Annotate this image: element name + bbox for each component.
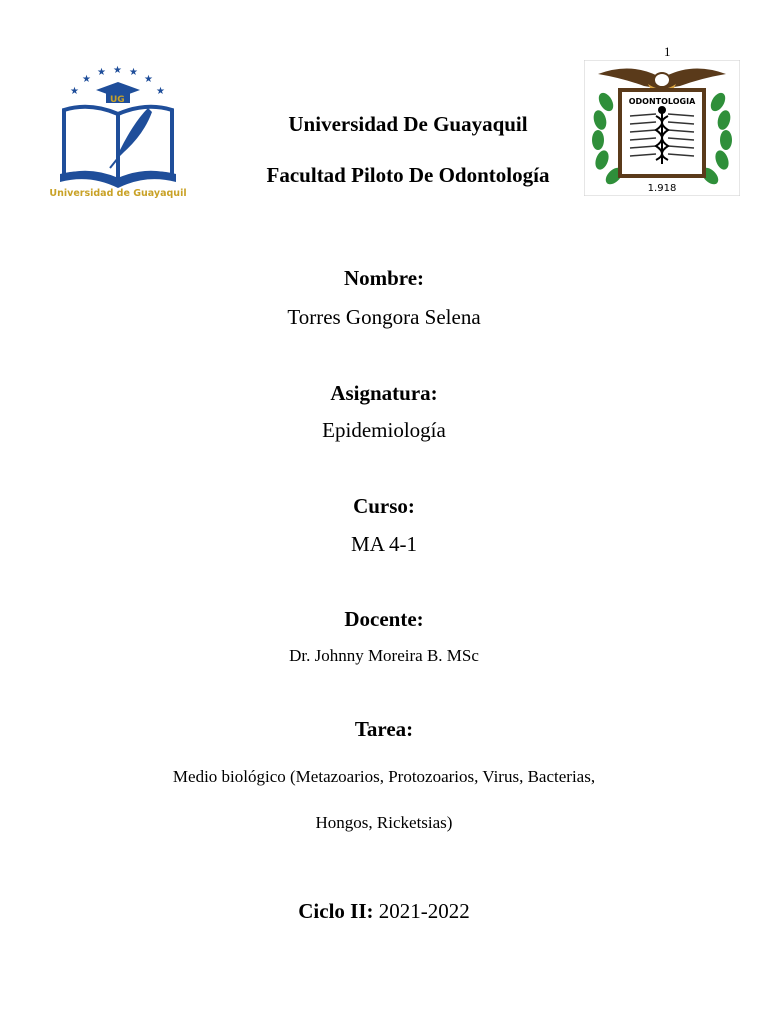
svg-text:★: ★ [70, 86, 79, 97]
cycle-line [0, 899, 768, 924]
teacher-label: Docente: [344, 607, 424, 631]
svg-text:★: ★ [82, 74, 91, 85]
university-logo [48, 64, 188, 200]
cycle-label: Ciclo II: [298, 899, 374, 923]
subject-label: Asignatura: [330, 381, 438, 405]
svg-text:★: ★ [156, 86, 165, 97]
svg-text:★: ★ [144, 74, 153, 85]
task-line-2: Hongos, Ricketsias) [315, 813, 453, 832]
svg-text:★: ★ [113, 65, 122, 76]
page-number: 1 [664, 44, 671, 59]
logo-caption: Universidad de Guayaquil [49, 188, 187, 199]
seal-year: 1.918 [647, 183, 677, 194]
name-value: Torres Gongora Selena [287, 305, 481, 329]
graduation-cap-icon [96, 82, 140, 105]
teacher-value: Dr. Johnny Moreira B. MSc [289, 646, 479, 665]
name-label: Nombre: [343, 266, 425, 290]
faculty-title: Facultad Piloto De Odontología [266, 163, 550, 187]
cycle-value: 2021-2022 [378, 899, 470, 923]
logo-monogram: UG [110, 95, 125, 105]
task-label: Tarea: [354, 717, 414, 741]
task-line-1: Medio biológico (Metazoarios, Protozoarios, Virus, Bacterias, [172, 767, 596, 786]
subject-value: Epidemiología [322, 418, 446, 442]
svg-text:★: ★ [129, 67, 138, 78]
seal-banner: ODONTOLOGIA [628, 97, 696, 106]
open-book-icon [60, 107, 176, 188]
course-value: MA 4-1 [351, 532, 417, 556]
course-label: Curso: [353, 494, 415, 518]
university-title: Universidad De Guayaquil [288, 112, 528, 136]
svg-text:★: ★ [97, 67, 106, 78]
